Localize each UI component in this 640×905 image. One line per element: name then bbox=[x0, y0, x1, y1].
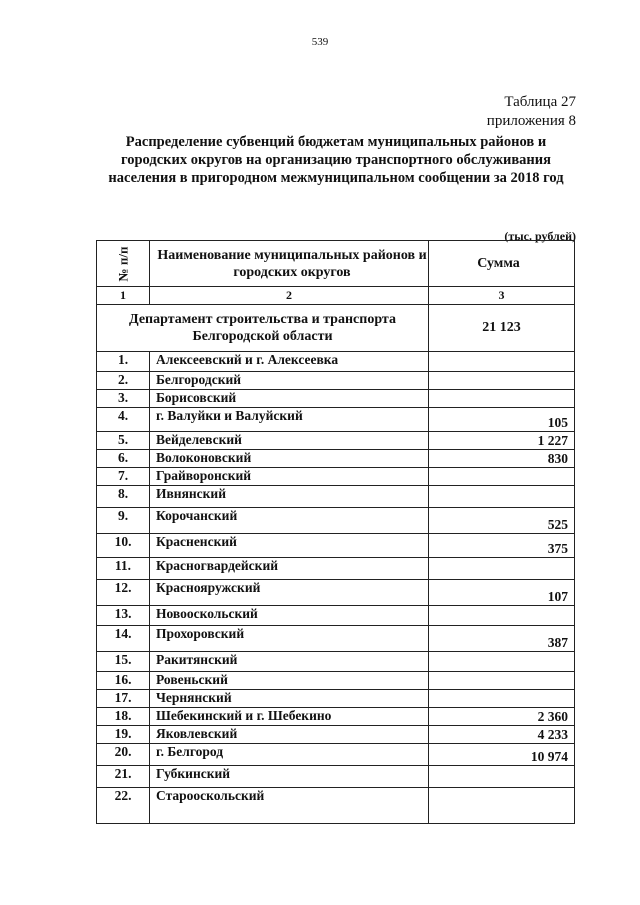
table-row bbox=[97, 726, 575, 744]
row-sum bbox=[429, 352, 575, 372]
row-sum bbox=[429, 372, 575, 390]
table-reference bbox=[487, 93, 576, 131]
row-sum: 105 bbox=[429, 408, 575, 432]
table-row bbox=[97, 408, 575, 432]
department-name: Департамент строительства и транспорта Белгородской области bbox=[97, 305, 429, 352]
table-row bbox=[97, 352, 575, 372]
row-sum bbox=[429, 766, 575, 788]
department-sum: 21 123 bbox=[429, 305, 575, 352]
row-number: 16. bbox=[97, 672, 150, 690]
row-district-name: Губкинский bbox=[150, 766, 429, 788]
row-number: 3. bbox=[97, 390, 150, 408]
row-sum: 1 227 bbox=[429, 432, 575, 450]
row-number: 17. bbox=[97, 690, 150, 708]
row-district-name: Алексеевский и г. Алексеевка bbox=[150, 352, 429, 372]
table-row bbox=[97, 508, 575, 534]
table-row bbox=[97, 744, 575, 766]
row-district-name: Ивнянский bbox=[150, 486, 429, 508]
table-row bbox=[97, 626, 575, 652]
row-number: 7. bbox=[97, 468, 150, 486]
row-sum bbox=[429, 672, 575, 690]
row-sum bbox=[429, 558, 575, 580]
row-sum: 107 bbox=[429, 580, 575, 606]
units-label: (тыс. рублей) bbox=[504, 229, 576, 243]
table-row bbox=[97, 606, 575, 626]
row-sum bbox=[429, 486, 575, 508]
row-district-name: Борисовский bbox=[150, 390, 429, 408]
row-number: 8. bbox=[97, 486, 150, 508]
table-row bbox=[97, 486, 575, 508]
row-district-name: Грайворонский bbox=[150, 468, 429, 486]
row-sum: 830 bbox=[429, 450, 575, 468]
row-sum bbox=[429, 606, 575, 626]
table-row bbox=[97, 372, 575, 390]
table-row bbox=[97, 390, 575, 408]
header-row bbox=[97, 241, 575, 287]
row-sum bbox=[429, 390, 575, 408]
row-district-name: Ракитянский bbox=[150, 652, 429, 672]
subvention-table bbox=[96, 240, 575, 824]
row-number: 15. bbox=[97, 652, 150, 672]
row-district-name: Белгородский bbox=[150, 372, 429, 390]
row-sum bbox=[429, 690, 575, 708]
row-district-name: Красненский bbox=[150, 534, 429, 558]
row-district-name: Корочанский bbox=[150, 508, 429, 534]
table-row bbox=[97, 450, 575, 468]
header-name: Наименование муниципальных районов и городских округов bbox=[150, 241, 429, 287]
row-sum: 525 bbox=[429, 508, 575, 534]
table-ref-line-2: приложения 8 bbox=[486, 113, 576, 129]
row-district-name: Шебекинский и г. Шебекино bbox=[150, 708, 429, 726]
table-row bbox=[97, 672, 575, 690]
row-district-name: г. Белгород bbox=[150, 744, 429, 766]
row-number: 21. bbox=[97, 766, 150, 788]
document-title: Распределение субвенций бюджетам муниципальных районов и городских округов на организацию транспортного обслуживания населения в пригородном межмуниципальном сообщении за 2018 год bbox=[108, 134, 564, 186]
row-number: 11. bbox=[97, 558, 150, 580]
row-sum bbox=[429, 652, 575, 672]
row-number: 20. bbox=[97, 744, 150, 766]
row-district-name: Яковлевский bbox=[150, 726, 429, 744]
row-district-name: Чернянский bbox=[150, 690, 429, 708]
row-sum bbox=[429, 468, 575, 486]
row-number: 6. bbox=[97, 450, 150, 468]
row-number: 1. bbox=[97, 352, 150, 372]
row-district-name: Вейделевский bbox=[150, 432, 429, 450]
column-number-row bbox=[97, 287, 575, 305]
row-number: 18. bbox=[97, 708, 150, 726]
table-row bbox=[97, 534, 575, 558]
header-sum: Сумма bbox=[429, 241, 575, 287]
row-number: 4. bbox=[97, 408, 150, 432]
table-row bbox=[97, 468, 575, 486]
header-no: № п/п bbox=[97, 241, 150, 287]
table-row bbox=[97, 558, 575, 580]
row-sum: 375 bbox=[429, 534, 575, 558]
row-sum bbox=[429, 788, 575, 824]
row-district-name: Краснояружский bbox=[150, 580, 429, 606]
row-sum: 387 bbox=[429, 626, 575, 652]
column-number-2: 2 bbox=[150, 287, 429, 305]
column-number-1: 1 bbox=[97, 287, 150, 305]
row-number: 19. bbox=[97, 726, 150, 744]
row-district-name: Красногвардейский bbox=[150, 558, 429, 580]
row-district-name: Прохоровский bbox=[150, 626, 429, 652]
table-row bbox=[97, 580, 575, 606]
row-number: 10. bbox=[97, 534, 150, 558]
district-rows bbox=[97, 352, 575, 824]
row-number: 5. bbox=[97, 432, 150, 450]
row-number: 22. bbox=[97, 788, 150, 824]
row-number: 12. bbox=[97, 580, 150, 606]
table-row bbox=[97, 766, 575, 788]
row-sum: 4 233 bbox=[429, 726, 575, 744]
page-number: 539 bbox=[311, 36, 329, 48]
row-number: 9. bbox=[97, 508, 150, 534]
row-district-name: Волоконовский bbox=[150, 450, 429, 468]
table-row bbox=[97, 690, 575, 708]
column-number-3: 3 bbox=[429, 287, 575, 305]
table-row bbox=[97, 432, 575, 450]
row-sum: 10 974 bbox=[429, 744, 575, 766]
department-row bbox=[97, 305, 575, 352]
row-number: 14. bbox=[97, 626, 150, 652]
row-number: 13. bbox=[97, 606, 150, 626]
row-district-name: Ровеньский bbox=[150, 672, 429, 690]
table-ref-line-1: Таблица 27 bbox=[504, 94, 576, 110]
row-district-name: Новооскольский bbox=[150, 606, 429, 626]
row-number: 2. bbox=[97, 372, 150, 390]
row-sum: 2 360 bbox=[429, 708, 575, 726]
table-row bbox=[97, 652, 575, 672]
row-district-name: Старооскольский bbox=[150, 788, 429, 824]
table-row bbox=[97, 708, 575, 726]
row-district-name: г. Валуйки и Валуйский bbox=[150, 408, 429, 432]
table-row bbox=[97, 788, 575, 824]
